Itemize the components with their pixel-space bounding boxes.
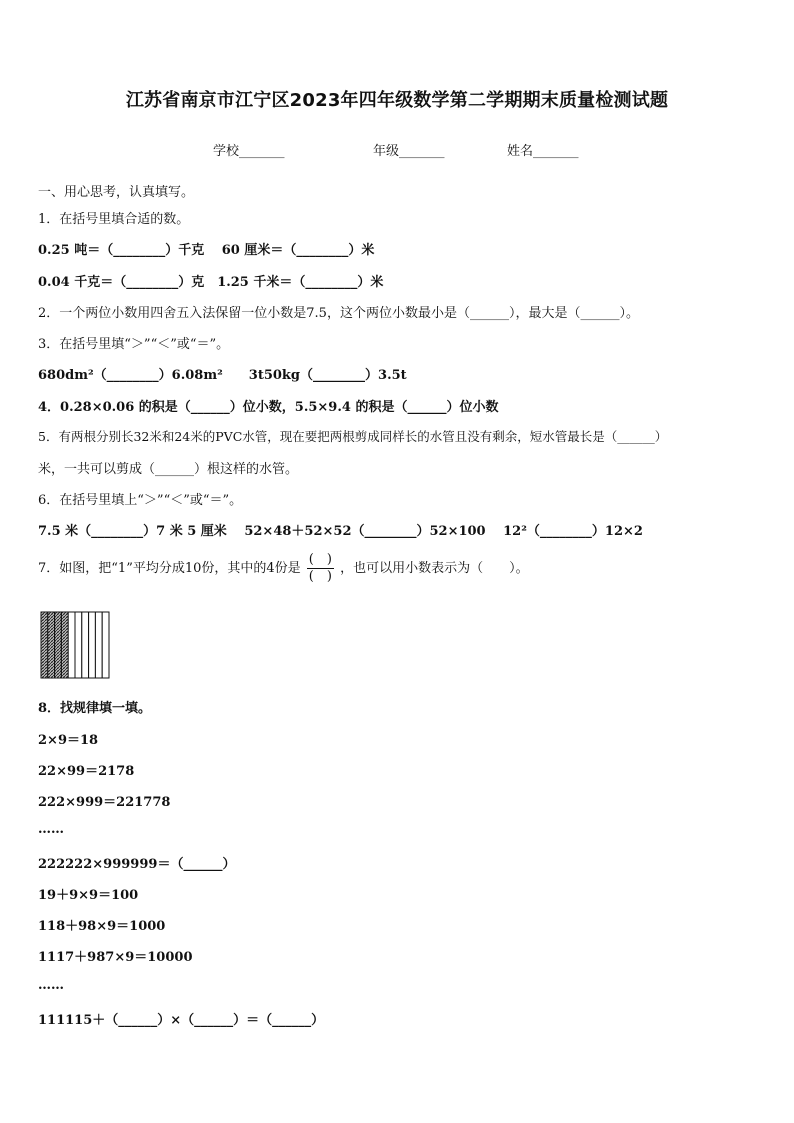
q6-stem: 6．在括号里填上“＞”“＜”或“＝”。 xyxy=(38,493,243,508)
q6-row: 7.5 米（________）7 米 5 厘米 52×48＋52×52（________）52×100 12²（________）12×2 xyxy=(38,524,643,539)
page-title: 江苏省南京市江宁区2023年四年级数学第二学期期末质量检测试题 xyxy=(125,90,669,111)
blank-strip xyxy=(89,612,96,678)
q8-line-5: 222222×999999＝（______） xyxy=(38,857,236,872)
school-field: 学校_______ xyxy=(213,144,285,159)
q3-stem: 3．在括号里填“＞”“＜”或“＝”。 xyxy=(38,337,230,352)
blank-strip xyxy=(68,612,75,678)
q7-fraction-numerator: ( ) xyxy=(308,552,332,567)
q8-line-10: 111115＋（______）×（______）＝（______） xyxy=(38,1013,325,1028)
blank-strip xyxy=(82,612,89,678)
shaded-strip xyxy=(61,612,68,678)
q7-strip-figure xyxy=(40,611,112,683)
q5-line2: 米，一共可以剪成（______）根这样的水管。 xyxy=(38,462,299,477)
q4: 4．0.28×0.06 的积是（______）位小数，5.5×9.4 的积是（______）位小数 xyxy=(38,400,499,415)
name-field: 姓名_______ xyxy=(507,144,579,159)
q7-fraction xyxy=(307,552,334,585)
grade-field: 年级_______ xyxy=(373,144,445,159)
blank-strip xyxy=(95,612,102,678)
shaded-strip xyxy=(48,612,55,678)
q1-row2: 0.04 千克＝（________）克 1.25 千米＝（________）米 xyxy=(38,275,384,290)
q8-stem: 8．找规律填一填。 xyxy=(38,701,152,716)
q8-line-4: …… xyxy=(38,822,64,837)
q2: 2．一个两位小数用四舍五入法保留一位小数是7.5，这个两位小数最小是（______），最大是（______）。 xyxy=(38,306,639,321)
q8-line-8: 1117＋987×9＝10000 xyxy=(38,950,193,965)
q8-line-7: 118＋98×9＝1000 xyxy=(38,919,166,934)
shaded-strip xyxy=(41,612,48,678)
section-heading: 一、用心思考，认真填写。 xyxy=(38,185,195,200)
q7-text-before: 7．如图，把“1”平均分成10份，其中的4份是 xyxy=(38,561,301,576)
q8-line-2: 22×99＝2178 xyxy=(38,764,135,779)
q8-line-6: 19＋9×9＝100 xyxy=(38,888,139,903)
q8-line-3: 222×999＝221778 xyxy=(38,795,171,810)
q7-fraction-denominator: ( ) xyxy=(308,569,332,584)
q1-row1: 0.25 吨＝（________）千克 60 厘米＝（________）米 xyxy=(38,243,375,258)
q5-line1: 5．有两根分别长32米和24米的PVC水管，现在要把两根剪成同样长的水管且没有剩余，短水管最长是（______） xyxy=(38,429,668,444)
q7-text-after: ，也可以用小数表示为（ ）。 xyxy=(340,561,529,576)
q7 xyxy=(38,552,529,585)
blank-strip xyxy=(102,612,109,678)
q8-line-1: 2×9＝18 xyxy=(38,733,99,748)
q1-stem: 1．在括号里填合适的数。 xyxy=(38,212,190,227)
blank-strip xyxy=(75,612,82,678)
q8-line-9: …… xyxy=(38,978,64,993)
q3-row: 680dm²（________）6.08m² 3t50kg（________）3.5t xyxy=(38,368,407,383)
shaded-strip xyxy=(55,612,62,678)
